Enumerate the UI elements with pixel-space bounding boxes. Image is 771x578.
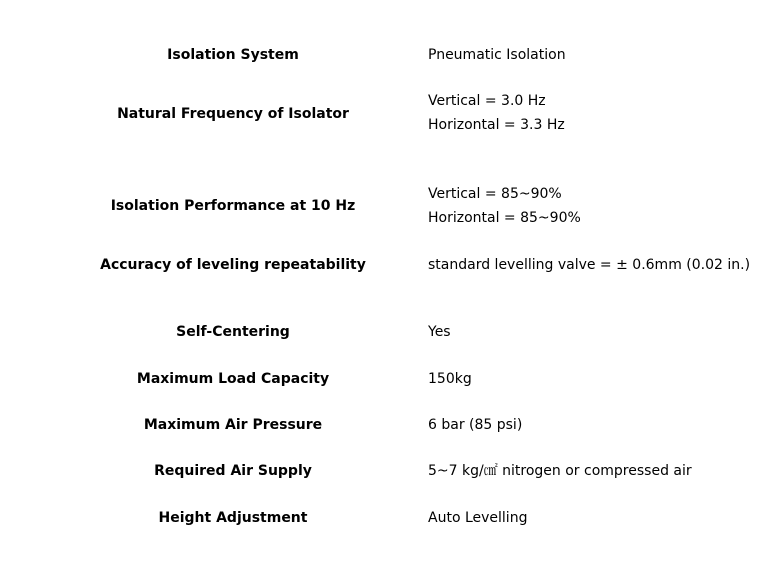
spec-label: Accuracy of leveling repeatability: [100, 257, 366, 273]
spec-value: [428, 185, 581, 233]
spec-label: Natural Frequency of Isolator: [117, 106, 349, 122]
spec-label: Maximum Load Capacity: [136, 371, 330, 387]
spec-value-line: 150kg: [428, 371, 472, 387]
spec-value-line: Vertical = 85~90%: [428, 186, 562, 202]
spec-label: Isolation Performance at 10 Hz: [110, 198, 356, 214]
spec-label: Required Air Supply: [154, 463, 312, 479]
spec-value-line: 6 bar (85 psi): [428, 417, 523, 433]
spec-label: Height Adjustment: [158, 510, 308, 526]
spec-value-line: Horizontal = 3.3 Hz: [428, 117, 565, 133]
spec-value: [428, 256, 750, 280]
spec-label: Maximum Air Pressure: [143, 417, 323, 433]
spec-label: Isolation System: [167, 47, 299, 63]
spec-value: [428, 92, 565, 140]
spec-value-line: Yes: [428, 324, 451, 340]
spec-value-line: Auto Levelling: [428, 510, 528, 526]
spec-value-line: 5~7 kg/㎠ nitrogen or compressed air: [428, 463, 692, 479]
spec-value-line: standard levelling valve = ± 0.6mm (0.02 in.): [428, 257, 751, 273]
spec-value: [428, 323, 451, 347]
spec-value-line: Pneumatic Isolation: [428, 47, 566, 63]
spec-value: [428, 370, 472, 394]
spec-value: [428, 416, 522, 440]
spec-value: [428, 462, 692, 486]
spec-value-line: Vertical = 3.0 Hz: [428, 93, 546, 109]
spec-label: Self-Centering: [176, 324, 290, 340]
spec-value-line: Horizontal = 85~90%: [428, 210, 581, 226]
spec-value: [428, 46, 566, 70]
spec-value: [428, 509, 527, 533]
